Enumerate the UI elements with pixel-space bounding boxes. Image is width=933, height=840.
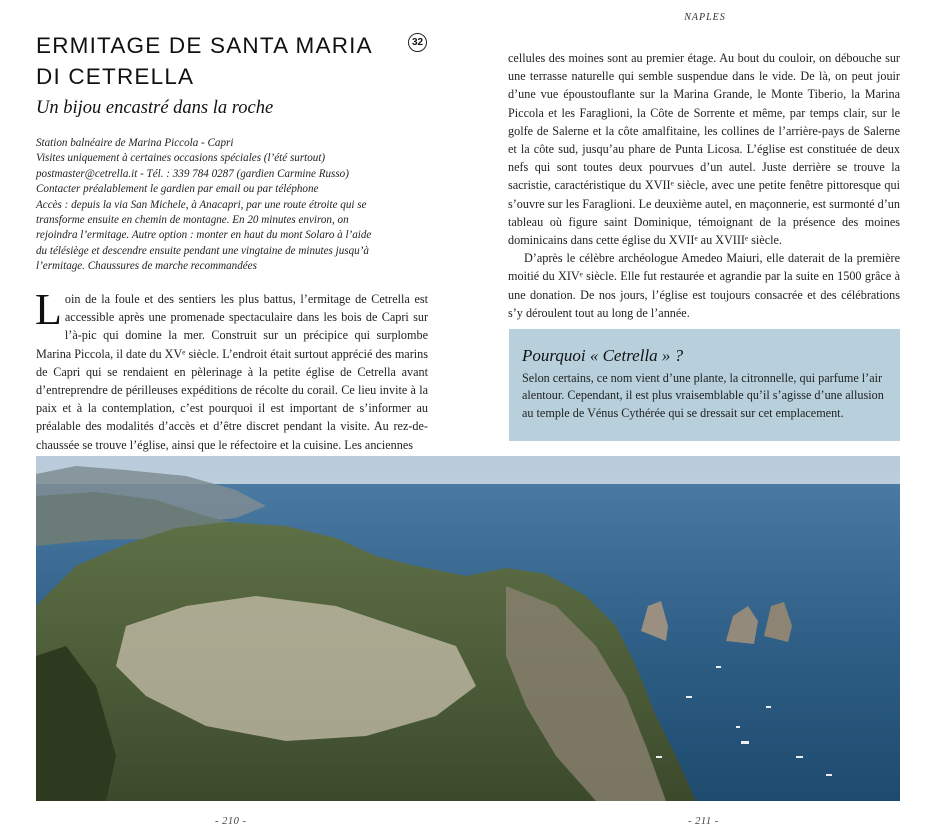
info-line: rejoindra l’ermitage. Autre option : monter en haut du mont Solaro à l’aide (36, 229, 372, 242)
info-line: transforme ensuite en chemin de montagne. En 20 minutes environ, on (36, 214, 349, 227)
sidebar-box (509, 329, 900, 441)
sidebar-text: Selon certains, ce nom vient d’une plante, la citronnelle, qui parfume l’air alentour. Cependant, il est plus vraisemblable qu’il s’agisse d’une allusion au temple de Vénus Cythérée qui se dressait sur cet emplacement. (522, 371, 884, 420)
title-line-2: DI CETRELLA (36, 64, 195, 89)
body-paragraph-continued: cellules des moines sont au premier étage. Au bout du couloir, on débouche sur une terrasse naturelle qui semble suspendue dans le vide. De là, on peut jouir d’une vue époustouflante sur la Marina Grande, le Monte Tiberio, la Marina Piccola et les Faraglioni, la Côte de Sorrente et même, par temps clair, sur le golfe de Salerne et la côte amalfitaine, les collines de l’arrière-pays de Salerne et la côte sud, jusqu’au phare de Punta Licosa. L’église est constituée de deux nefs qui sont toutes deux pourvues d’un autel. Juste derrière se trouve la sacristie, caractéristique du XVIIᵉ siècle, avec une petite fenêtre pittoresque qui s’ouvre sur les Faraglioni. Le deuxième autel, en maçonnerie, est surmonté d’un tableau où figure saint Dominique, témoignant de la présence des moines dominicains dans cette église du XVIIᵉ au XVIIIᵉ siècle. (508, 51, 900, 248)
info-line: postmaster@cetrella.it - Tél. : 339 784 0287 (gardien Carmine Russo) (36, 167, 349, 180)
article-title (36, 30, 396, 92)
page-number-left: - 210 - (215, 816, 247, 827)
article-subtitle: Un bijou encastré dans la roche (36, 98, 274, 118)
drop-cap: L (35, 285, 62, 334)
body-text-right (508, 49, 900, 322)
body-text-left (35, 285, 428, 454)
section-header: NAPLES (684, 12, 726, 23)
info-line: Accès : depuis la via San Michele, à Anacapri, par une route étroite qui se (36, 198, 367, 211)
capri-landscape-photo (36, 456, 900, 801)
body-paragraph-2: D’après le célèbre archéologue Amedeo Maiuri, elle daterait de la première moitié du XIVᵉ siècle. Elle fut restaurée et agrandie par la suite en 1500 grâce à une donation. De nos jours, l’église est toujours consacrée et des célébrations s’y déroulent tout au long de l’année. (508, 251, 900, 320)
photo-illustration (36, 456, 900, 801)
info-line: Station balnéaire de Marina Piccola - Capri (36, 137, 234, 149)
page-number-right: - 211 - (688, 816, 719, 827)
sidebar-title: Pourquoi « Cetrella » ? (522, 346, 684, 365)
title-line-1: ERMITAGE DE SANTA MARIA (36, 33, 373, 58)
info-line: l’ermitage. Chaussures de marche recommandées (36, 260, 257, 273)
practical-info (36, 136, 431, 275)
body-paragraph-1: oin de la foule et des sentiers les plus battus, l’ermitage de Cetrella est accessible après une promenade spectaculaire dans les bois de Capri sur l’à-pic qui domine la mer. Construit sur un précipice qui surplombe Marina Piccola, il date du XVᵉ siècle. L’endroit était surtout apprécié des marins de Capri qui se rendaient en pèlerinage à la petite église de Cetrella avant d’entreprendre de périlleuses expéditions de récolte du corail. Ce lieu invite à la paix et à la contemplation, c’est pourquoi il est important de s’informer au préalable des modalités d’accès et d’être discret pendant la visite. Au rez-de-chaussée se trouve l’église, ainsi que le réfectoire et la cuisine. Les anciennes (36, 292, 428, 452)
info-line: du télésiège et descendre ensuite pendant une vingtaine de minutes jusqu’à (36, 244, 369, 257)
info-line: Visites uniquement à certaines occasions spéciales (l’été surtout) (36, 152, 326, 165)
info-line: Contacter préalablement le gardien par email ou par téléphone (36, 183, 319, 196)
article-number-badge: 32 (408, 33, 427, 52)
